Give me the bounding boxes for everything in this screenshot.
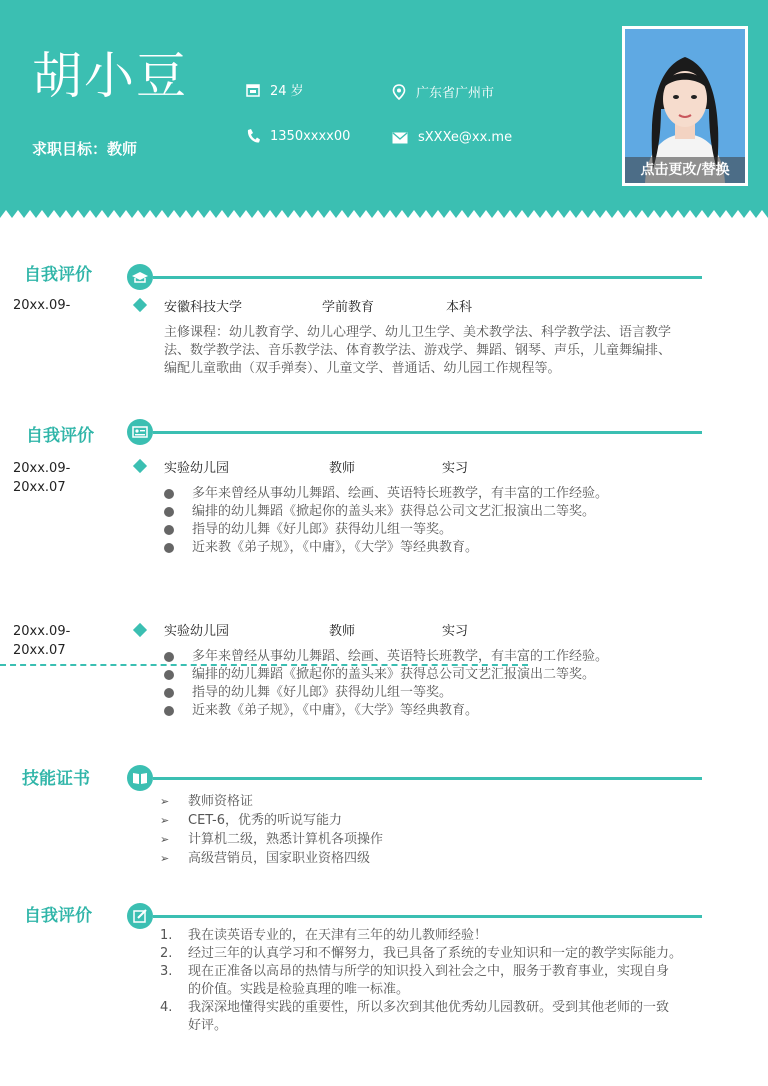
section-divider (153, 276, 702, 279)
job-role: 教师 (329, 624, 356, 639)
candidate-name: 胡小豆 (32, 47, 188, 105)
section-title-skills: 技能证书 (22, 769, 90, 789)
id-card-icon (127, 419, 153, 445)
entry-marker (133, 623, 147, 637)
list-item: 近来教《弟子规》，《中庸》，《大学》等经典教育。 (164, 539, 608, 557)
list-item: 编排的幼儿舞蹈《掀起你的盖头来》获得总公司文艺汇报演出二等奖。 (164, 503, 608, 521)
age-info (246, 80, 304, 99)
list-item: 多年来曾经从事幼儿舞蹈、绘画、英语特长班教学，有丰富的工作经验。 (164, 648, 608, 666)
list-item: 多年来曾经从事幼儿舞蹈、绘画、英语特长班教学，有丰富的工作经验。 (164, 485, 608, 503)
list-item: ➢ 计算机二级，熟悉计算机各项操作 (160, 832, 384, 847)
entry-marker (133, 459, 147, 473)
work-duties-list (164, 485, 608, 557)
phone-icon (246, 128, 260, 144)
email-info (392, 130, 512, 145)
work-duties-list (164, 648, 608, 720)
major: 学前教育 (322, 300, 375, 315)
page-break-guide (0, 664, 528, 666)
skills-list (160, 792, 383, 868)
list-item: 指导的幼儿舞《好儿郎》获得幼儿组一等奖。 (164, 684, 608, 702)
entry-marker (133, 298, 147, 312)
list-item: 1. 我在读英语专业的，在天津有三年的幼儿教师经验！ (160, 928, 488, 943)
work-date (13, 622, 70, 660)
edit-icon (127, 903, 153, 929)
phone-text: 1350xxxx00 (270, 128, 351, 144)
company-name: 实验幼儿园 (164, 461, 230, 476)
courses-line: 主修课程：幼儿教育学、幼儿心理学、幼儿卫生学、美术教学法、科学教学法、语言教学 (164, 325, 672, 340)
list-item: 4. 我深深地懂得实践的重要性，所以多次到其他优秀幼儿园教研。受到其他老师的一致 好评。 (160, 1000, 670, 1033)
calendar-icon (246, 83, 260, 97)
phone-info (246, 128, 350, 144)
courses-line: 法、数学教学法、音乐教学法、体育教学法、游戏学、舞蹈、钢琴、声乐，儿童舞编排、 (164, 343, 672, 358)
company-name: 实验幼儿园 (164, 624, 230, 639)
work-date-end: 20xx.07 (13, 643, 66, 658)
list-item: 3. 现在正准备以高昂的热情与所学的知识投入到社会之中，服务于教育事业，实现自身 的价值。实践是检验真理的唯一标准。 (160, 964, 670, 997)
age-text: 24 岁 (270, 84, 304, 99)
section-divider (153, 915, 702, 918)
list-item: ➢ 教师资格证 (160, 794, 254, 809)
school-name: 安徽科技大学 (164, 300, 243, 315)
work-date-end: 20xx.07 (13, 480, 66, 495)
book-icon (127, 765, 153, 791)
section-title-self-eval: 自我评价 (24, 906, 92, 926)
section-divider (153, 431, 702, 434)
self-eval-list (160, 927, 682, 1035)
list-item: 编排的幼儿舞蹈《掀起你的盖头来》获得总公司文艺汇报演出二等奖。 (164, 666, 608, 684)
section-title-education: 自我评价 (24, 265, 92, 285)
list-item: ➢ 高级营销员，国家职业资格四级 (160, 851, 371, 866)
location-pin-icon (392, 84, 406, 100)
job-type: 实习 (442, 461, 469, 476)
location-info (392, 82, 494, 101)
email-text: sXXXe@xx.me (418, 130, 513, 145)
courses-text (164, 324, 704, 378)
list-item: 2. 经过三年的认真学习和不懈努力，我已具备了系统的专业知识和一定的教学实际能力。 (160, 946, 683, 961)
section-title-work: 自我评价 (26, 426, 94, 446)
job-role: 教师 (329, 461, 356, 476)
job-type: 实习 (442, 624, 469, 639)
education-date: 20xx.09- (13, 298, 71, 313)
degree: 本科 (446, 300, 473, 315)
profile-photo[interactable] (622, 26, 748, 186)
courses-line: 编配儿童歌曲（双手弹奏）、儿童文学、普通话、幼儿园工作规程等。 (164, 361, 561, 376)
location-text: 广东省广州市 (416, 86, 495, 101)
graduation-cap-icon (127, 264, 153, 290)
mail-icon (392, 132, 408, 144)
list-item: 指导的幼儿舞《好儿郎》获得幼儿组一等奖。 (164, 521, 608, 539)
list-item: 近来教《弟子规》，《中庸》，《大学》等经典教育。 (164, 702, 608, 720)
work-date-start: 20xx.09- (13, 461, 71, 476)
change-photo-caption[interactable]: 点击更改/替换 (625, 157, 745, 183)
list-item: ➢ CET-6，优秀的听说写能力 (160, 813, 343, 828)
work-date-start: 20xx.09- (13, 624, 71, 639)
section-divider (153, 777, 702, 780)
zigzag-edge (0, 206, 768, 218)
job-target: 求职目标：教师 (32, 140, 138, 158)
work-date (13, 459, 70, 497)
